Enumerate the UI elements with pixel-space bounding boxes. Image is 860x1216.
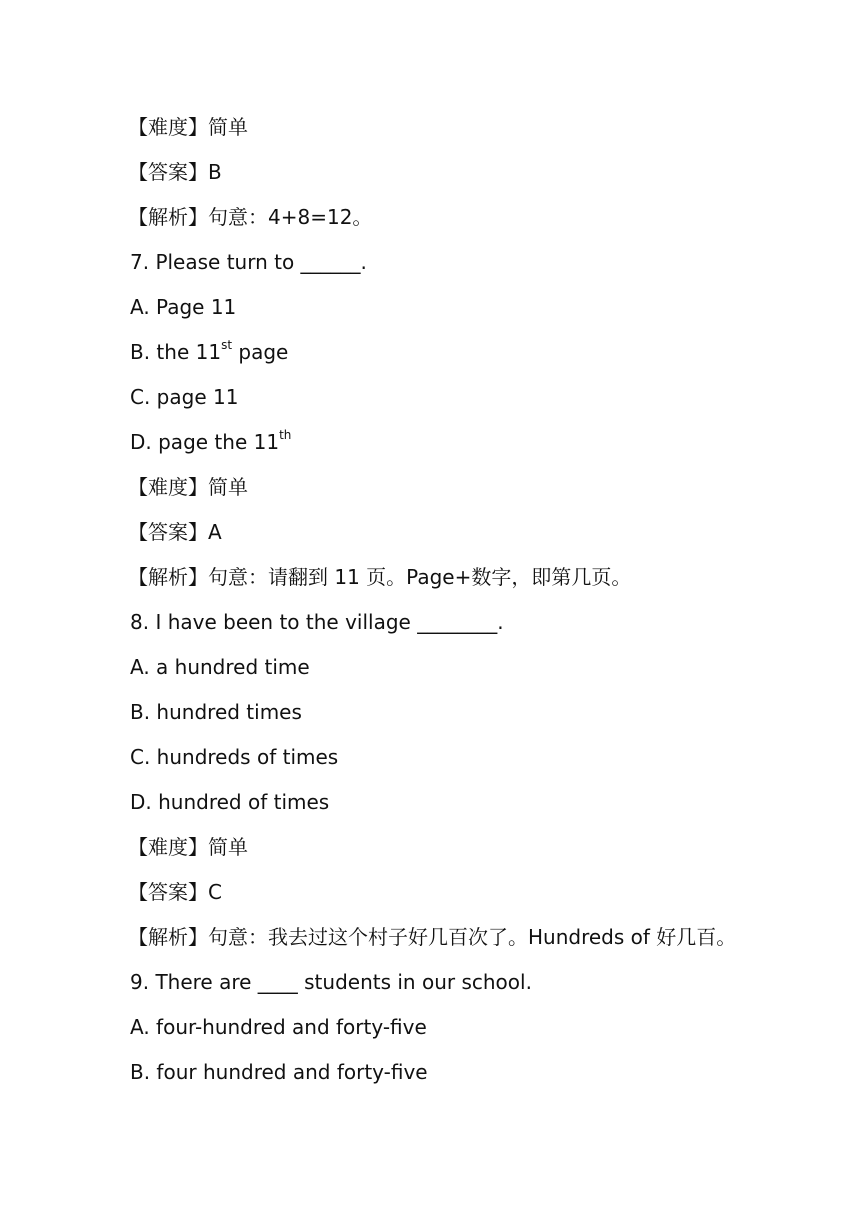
q9-option-b: B. four hundred and forty-five: [130, 1060, 428, 1084]
q7-option-c: C. page 11: [130, 385, 239, 409]
q8-answer: 【答案】C: [128, 880, 222, 904]
q6-answer: 【答案】B: [128, 160, 222, 184]
q7-option-a: A. Page 11: [130, 295, 237, 319]
q8-stem: 8. I have been to the village ________.: [130, 610, 504, 634]
q7-option-d-sup: th: [279, 428, 292, 443]
q8-option-d: D. hundred of times: [130, 790, 330, 814]
q7-option-b-sup: st: [221, 338, 233, 353]
q8-option-c: C. hundreds of times: [130, 745, 339, 769]
q8-option-b: B. hundred times: [130, 700, 302, 724]
q7-answer: 【答案】A: [128, 520, 222, 544]
q7-option-d: [130, 428, 291, 456]
q8-analysis: 【解析】句意：我去过这个村子好几百次了。Hundreds of 好几百。: [128, 925, 737, 949]
q6-analysis: 【解析】句意：4+8=12。: [128, 205, 373, 229]
q7-difficulty: 【难度】简单: [128, 475, 248, 499]
q7-option-b: [130, 338, 288, 366]
q7-stem: 7. Please turn to ______.: [130, 250, 367, 274]
q7-option-d-main: D. page the 11: [130, 430, 280, 454]
q8-difficulty: 【难度】简单: [128, 835, 248, 859]
q8-option-a: A. a hundred time: [130, 655, 310, 679]
q7-option-b-tail: page: [232, 340, 289, 364]
q7-option-b-main: B. the 11: [130, 340, 222, 364]
q6-difficulty: 【难度】简单: [128, 115, 248, 139]
q9-option-a: A. four-hundred and forty-five: [130, 1015, 427, 1039]
q9-stem: 9. There are ____ students in our school.: [130, 970, 532, 994]
q7-analysis: 【解析】句意：请翻到 11 页。Page+数字，即第几页。: [128, 565, 632, 589]
